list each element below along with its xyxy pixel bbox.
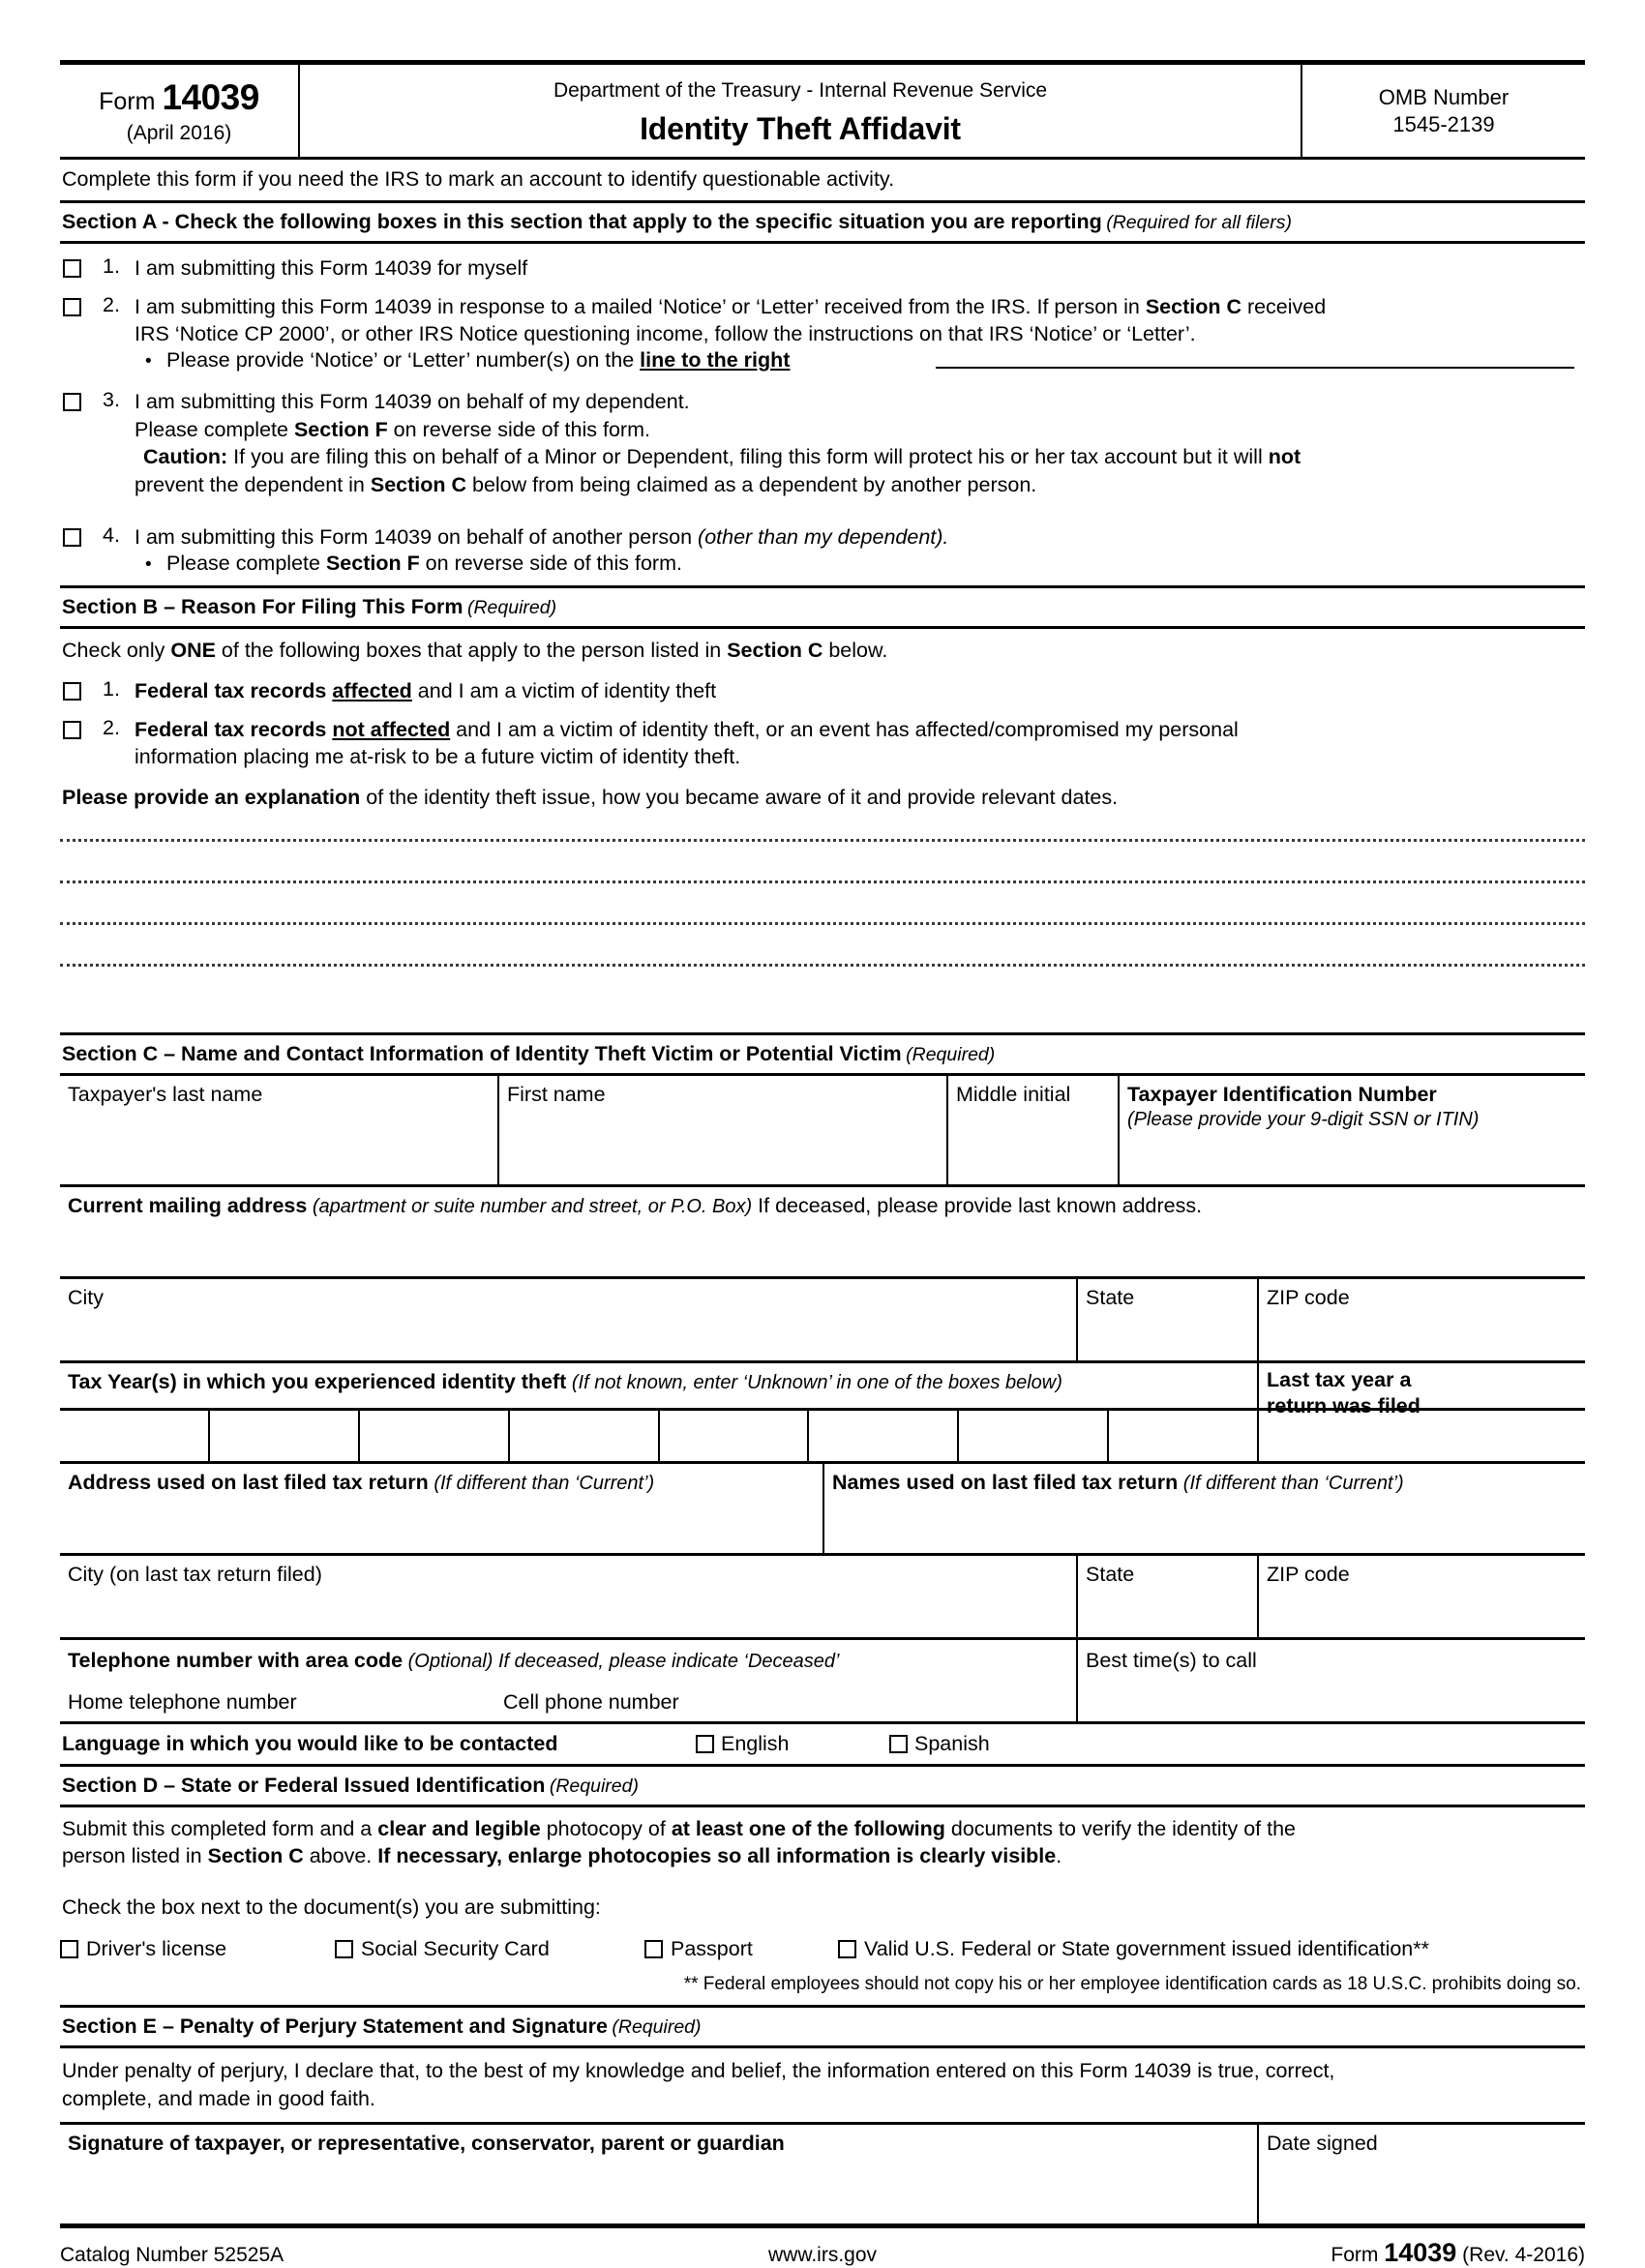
- field-last-return-address-label: Address used on last filed tax return: [68, 1470, 429, 1494]
- section-d-section-c-ref: Section C: [207, 1844, 304, 1868]
- section-b-item-1[interactable]: [60, 667, 1585, 705]
- field-signature-label: Signature of taxpayer, or representative, conservator, parent or guardian: [68, 2131, 785, 2155]
- item-a1-number: 1.: [103, 254, 120, 279]
- form-header: [60, 60, 1585, 160]
- section-d-legible-emph: clear and legible: [377, 1816, 541, 1840]
- form-id-block: [60, 65, 300, 157]
- tax-year-box[interactable]: [957, 1411, 1107, 1461]
- item-b2-text: [135, 716, 1585, 771]
- explanation-line[interactable]: [60, 880, 1585, 922]
- form-sheet: [60, 60, 1585, 2268]
- item-a4-bullet-a: Please complete: [166, 551, 326, 575]
- section-b-instr-a: Check only: [62, 638, 171, 662]
- checkbox-a4[interactable]: [63, 528, 81, 547]
- field-tin-label: Taxpayer Identification Number: [1127, 1082, 1437, 1106]
- field-best-time-to-call[interactable]: [1076, 1640, 1585, 1721]
- item-a3-line2c: on reverse side of this form.: [387, 417, 650, 441]
- item-b2-notaffected-emph: not affected: [332, 717, 451, 741]
- language-label: Language in which you would like to be contacted: [62, 1731, 558, 1755]
- notice-number-input-line[interactable]: [936, 367, 1574, 369]
- checkbox-language-english[interactable]: [696, 1735, 714, 1753]
- section-b-header: [60, 585, 1585, 629]
- section-a-header: [60, 200, 1585, 244]
- last-return-city-state-zip-row: [60, 1553, 1585, 1637]
- form-footer: [60, 2223, 1585, 2268]
- catalog-number: Catalog Number 52525A: [60, 2243, 284, 2266]
- item-a3-line4a: prevent the dependent in: [135, 472, 371, 496]
- section-a-item-2[interactable]: [60, 283, 1585, 348]
- section-a-item-1[interactable]: [60, 244, 1585, 283]
- section-d-para-1c: photocopy of: [540, 1816, 672, 1840]
- field-home-phone-label: Home telephone number: [68, 1689, 297, 1714]
- checkbox-b1[interactable]: [63, 682, 81, 701]
- explanation-prompt: [60, 771, 1585, 810]
- document-option-government-id-label: Valid U.S. Federal or State government issued identification**: [864, 1936, 1429, 1960]
- field-city-label: City: [68, 1285, 105, 1309]
- section-d-title: Section D – State or Federal Issued Identification: [62, 1773, 546, 1797]
- item-a4-bullet-c: on reverse side of this form.: [419, 551, 682, 575]
- item-a3-not-emph: not: [1268, 445, 1301, 469]
- field-mailing-address-label: Current mailing address: [68, 1193, 308, 1217]
- field-last-return-zip-label: ZIP code: [1267, 1562, 1350, 1586]
- field-best-time-label: Best time(s) to call: [1086, 1648, 1257, 1672]
- tax-year-box[interactable]: [508, 1411, 658, 1461]
- tax-years-label: Tax Year(s) in which you experienced identity theft: [68, 1369, 567, 1393]
- field-last-name[interactable]: [60, 1076, 497, 1184]
- section-e-required: (Required): [612, 2015, 702, 2038]
- tax-year-box[interactable]: [1107, 1411, 1257, 1461]
- section-a-item-4[interactable]: [60, 498, 1585, 552]
- item-a3-line3b: If you are filing this on behalf of a Minor or Dependent, filing this form will protect his or her tax account but it will: [227, 445, 1269, 469]
- tax-year-box[interactable]: [807, 1411, 957, 1461]
- item-b1-rest: and I am a victim of identity theft: [411, 678, 717, 702]
- explanation-line[interactable]: [60, 964, 1585, 1005]
- item-b2-bold: Federal tax records: [135, 717, 333, 741]
- section-c-header: [60, 1032, 1585, 1076]
- language-option-english[interactable]: [696, 1732, 889, 1756]
- section-b-instr-e: below.: [822, 638, 888, 662]
- item-b1-number: 1.: [103, 676, 120, 701]
- omb-number: 1545-2139: [1392, 111, 1495, 136]
- language-option-english-label: English: [721, 1731, 790, 1755]
- field-state-label: State: [1086, 1285, 1135, 1309]
- section-d-document-options: [60, 1924, 1585, 1961]
- section-e-statement-line1: Under penalty of perjury, I declare that, to the best of my knowledge and belief, the information entered on this Form 14039 is true, correct,: [62, 2058, 1335, 2082]
- page-title: Identity Theft Affidavit: [640, 111, 961, 147]
- item-a2-number: 2.: [103, 292, 120, 316]
- name-field-row: [60, 1076, 1585, 1184]
- section-e-statement: [60, 2048, 1585, 2122]
- item-b2-rest: and I am a victim of identity theft, or an event has affected/compromised my personal: [450, 717, 1239, 741]
- item-a3-line4c: below from being claimed as a dependent by another person.: [466, 472, 1037, 496]
- item-a2-bullet: [113, 348, 1585, 373]
- section-d-header: [60, 1767, 1585, 1807]
- section-b-instruction: [60, 629, 1585, 667]
- item-a3-line1: I am submitting this Form 14039 on behalf of my dependent.: [135, 389, 690, 413]
- field-last-return-address-hint: (If different than ‘Current’): [428, 1472, 655, 1494]
- tax-year-box[interactable]: [60, 1411, 208, 1461]
- field-last-return-names[interactable]: [822, 1464, 1585, 1553]
- footer-revision: (Rev. 4-2016): [1462, 2243, 1585, 2266]
- item-b1-text: [135, 677, 1585, 705]
- field-last-return-state[interactable]: [1076, 1556, 1257, 1637]
- field-last-name-label: Taxpayer's last name: [68, 1082, 263, 1106]
- mailing-address-row[interactable]: [60, 1184, 1585, 1276]
- item-a3-section-f-ref: Section F: [293, 417, 388, 441]
- item-a4-section-f-ref: Section F: [325, 551, 420, 575]
- field-tin-hint: (Please provide your 9-digit SSN or ITIN): [1127, 1108, 1480, 1130]
- item-a2-bullet-emph: line to the right: [640, 347, 791, 372]
- field-middle-initial-label: Middle initial: [956, 1082, 1071, 1106]
- field-first-name[interactable]: [497, 1076, 946, 1184]
- tax-years-hint: (If not known, enter ‘Unknown’ in one of the boxes below): [566, 1371, 1062, 1393]
- last-return-year-label-2: return was filed: [1267, 1393, 1421, 1418]
- tax-years-label-row: [60, 1360, 1585, 1418]
- field-mailing-address-rest: If deceased, please provide last known address.: [752, 1193, 1203, 1217]
- bullet-icon: •: [145, 350, 152, 372]
- explanation-prompt-bold: Please provide an explanation: [62, 785, 361, 809]
- lead-instruction: Complete this form if you need the IRS to mark an account to identify questionable activity.: [62, 167, 895, 192]
- section-b-required: (Required): [466, 596, 557, 618]
- checkbox-a1[interactable]: [63, 259, 81, 278]
- field-tin[interactable]: [1118, 1076, 1585, 1184]
- item-a2-line1c: received: [1241, 294, 1327, 318]
- field-telephone-hint: (Optional) If deceased, please indicate ‘Deceased’: [403, 1650, 840, 1672]
- field-cell-phone-label: Cell phone number: [503, 1689, 679, 1714]
- item-a2-line2: IRS ‘Notice CP 2000’, or other IRS Notice questioning income, follow the instructions on that IRS ‘Notice’ or ‘Letter’.: [135, 322, 1196, 346]
- signature-row: [60, 2122, 1585, 2223]
- field-city[interactable]: [60, 1279, 1076, 1360]
- irs-website[interactable]: www.irs.gov: [767, 2243, 878, 2266]
- section-c-required: (Required): [906, 1043, 996, 1065]
- item-a4-line1a: I am submitting this Form 14039 on behalf of another person: [135, 525, 699, 550]
- section-b-one-emph: ONE: [170, 638, 216, 662]
- checkbox-government-id[interactable]: [838, 1940, 856, 1958]
- section-d-para-2e: .: [1056, 1844, 1062, 1868]
- section-d-atleastone-emph: at least one of the following: [671, 1816, 945, 1840]
- field-last-return-names-label: Names used on last filed tax return: [832, 1470, 1179, 1494]
- language-option-spanish[interactable]: [889, 1732, 990, 1756]
- checkbox-drivers-license[interactable]: [60, 1940, 78, 1958]
- checkbox-b2[interactable]: [63, 721, 81, 739]
- section-b-instr-c: of the following boxes that apply to the person listed in: [215, 638, 728, 662]
- item-a3-number: 3.: [103, 387, 120, 411]
- explanation-prompt-rest: of the identity theft issue, how you became aware of it and provide relevant dates.: [360, 785, 1119, 809]
- document-option-social-security-card[interactable]: [335, 1937, 644, 1961]
- language-row: [60, 1721, 1585, 1767]
- section-d-para-2a: person listed in: [62, 1844, 208, 1868]
- item-a2-text: [135, 293, 1585, 348]
- city-state-zip-row: [60, 1276, 1585, 1360]
- section-e-statement-line2: complete, and made in good faith.: [62, 2086, 375, 2110]
- tax-years-grid-row: [60, 1408, 1585, 1461]
- field-zip-label: ZIP code: [1267, 1285, 1350, 1309]
- field-last-return-names-hint: (If different than ‘Current’): [1178, 1472, 1404, 1494]
- field-mailing-address[interactable]: [60, 1187, 1585, 1276]
- last-return-address-names-row: [60, 1461, 1585, 1553]
- field-mailing-address-hint: (apartment or suite number and street, or P.O. Box): [307, 1195, 753, 1217]
- explanation-line[interactable]: [60, 922, 1585, 964]
- field-last-return-address[interactable]: [60, 1464, 822, 1553]
- form-title-block: [300, 65, 1302, 157]
- form-word: Form: [99, 88, 156, 115]
- language-option-spanish-label: Spanish: [914, 1731, 990, 1755]
- section-c-title: Section C – Name and Contact Information of Identity Theft Victim or Potential Victim: [62, 1041, 902, 1065]
- checkbox-a3[interactable]: [63, 393, 81, 411]
- item-a4-text: [135, 523, 1585, 552]
- item-b2-number: 2.: [103, 715, 120, 739]
- document-option-drivers-license[interactable]: [60, 1937, 335, 1961]
- section-d-check-prompt: Check the box next to the document(s) you are submitting:: [62, 1895, 601, 1920]
- form-number-line: [66, 78, 292, 118]
- explanation-line[interactable]: [60, 839, 1585, 880]
- form-number: 14039: [162, 77, 259, 117]
- field-date-signed[interactable]: [1257, 2125, 1585, 2223]
- item-a2-bullet-text: Please provide ‘Notice’ or ‘Letter’ number(s) on the: [166, 347, 641, 372]
- item-b2-line2: information placing me at-risk to be a future victim of identity theft.: [135, 745, 741, 769]
- last-return-year-label-1: Last tax year a: [1267, 1367, 1412, 1391]
- section-d-para-2c: above.: [303, 1844, 378, 1868]
- document-option-social-security-card-label: Social Security Card: [361, 1936, 550, 1960]
- field-last-return-city[interactable]: [60, 1556, 1076, 1637]
- item-a1-text: I am submitting this Form 14039 for myself: [135, 256, 528, 281]
- footer-form-word: Form: [1331, 2243, 1379, 2266]
- item-a3-caution-label: Caution:: [143, 445, 228, 469]
- field-signature[interactable]: [60, 2125, 1257, 2223]
- bullet-icon: •: [145, 553, 152, 575]
- field-telephone[interactable]: [60, 1640, 1076, 1721]
- item-a3-text: [135, 388, 1585, 498]
- section-b-item-2[interactable]: [60, 705, 1585, 771]
- section-d-enlarge-emph: If necessary, enlarge photocopies so all information is clearly visible: [377, 1844, 1057, 1868]
- tax-year-box[interactable]: [658, 1411, 808, 1461]
- item-a2-line1a: I am submitting this Form 14039 in response to a mailed ‘Notice’ or ‘Letter’ received from the IRS. If person in: [135, 294, 1146, 318]
- footer-form-number: 14039: [1384, 2237, 1457, 2267]
- explanation-lines[interactable]: [60, 839, 1585, 1005]
- omb-block: [1302, 65, 1585, 157]
- checkbox-a2[interactable]: [63, 298, 81, 316]
- checkbox-language-spanish[interactable]: [889, 1735, 908, 1753]
- section-e-header: [60, 2005, 1585, 2048]
- field-last-return-city-label: City (on last tax return filed): [68, 1562, 322, 1586]
- section-a-item-3[interactable]: [60, 373, 1585, 498]
- item-a3-line2a: Please complete: [135, 417, 294, 441]
- omb-label: OMB Number: [1378, 85, 1510, 109]
- field-first-name-label: First name: [507, 1082, 606, 1106]
- section-a-title: Section A - Check the following boxes in this section that apply to the specific situation you are reporting: [62, 210, 1102, 234]
- section-d-para-1e: documents to verify the identity of the: [944, 1816, 1297, 1840]
- item-a2-section-c-ref: Section C: [1145, 294, 1241, 318]
- form-date: (April 2016): [126, 121, 232, 144]
- tax-year-box[interactable]: [358, 1411, 508, 1461]
- section-d-footnote: ** Federal employees should not copy his or her employee identification cards as 18 U.S.C. prohibits doing so.: [683, 1973, 1581, 1994]
- footer-form-id: [1101, 2238, 1585, 2268]
- department-label: Department of the Treasury - Internal Revenue Service: [553, 79, 1048, 102]
- last-return-year-input[interactable]: [1257, 1411, 1585, 1461]
- checkbox-social-security-card[interactable]: [335, 1940, 353, 1958]
- field-last-return-state-label: State: [1086, 1562, 1135, 1586]
- item-b1-affected-emph: affected: [332, 678, 412, 702]
- field-last-return-zip[interactable]: [1257, 1556, 1585, 1637]
- tax-years-label-cell: [60, 1363, 1257, 1408]
- section-e-title: Section E – Penalty of Perjury Statement and Signature: [62, 2014, 608, 2038]
- section-a-required: (Required for all filers): [1106, 212, 1293, 234]
- section-d-instructions: [60, 1807, 1585, 1873]
- item-a3-section-c-ref: Section C: [370, 472, 467, 496]
- item-a4-line1b: (other than my dependent).: [698, 525, 949, 550]
- document-option-passport[interactable]: [644, 1937, 838, 1961]
- item-b1-bold: Federal tax records: [135, 678, 333, 702]
- field-zip[interactable]: [1257, 1279, 1585, 1360]
- section-b-section-c-ref: Section C: [727, 638, 823, 662]
- section-b-title: Section B – Reason For Filing This Form: [62, 594, 464, 618]
- field-telephone-label: Telephone number with area code: [68, 1648, 404, 1672]
- field-state[interactable]: [1076, 1279, 1257, 1360]
- document-option-drivers-license-label: Driver's license: [86, 1936, 227, 1960]
- section-d-required: (Required): [549, 1775, 639, 1797]
- field-middle-initial[interactable]: [946, 1076, 1118, 1184]
- field-date-signed-label: Date signed: [1267, 2131, 1378, 2155]
- checkbox-passport[interactable]: [644, 1940, 663, 1958]
- last-return-year-cell[interactable]: [1257, 1363, 1585, 1418]
- tax-years-grid: [60, 1411, 1257, 1461]
- section-d-para-1a: Submit this completed form and a: [62, 1816, 378, 1840]
- item-a4-number: 4.: [103, 523, 120, 548]
- telephone-row: [60, 1637, 1585, 1721]
- document-option-passport-label: Passport: [671, 1936, 753, 1960]
- item-a4-bullet: [113, 552, 1585, 585]
- tax-year-box[interactable]: [208, 1411, 358, 1461]
- document-option-government-id[interactable]: [838, 1937, 1429, 1961]
